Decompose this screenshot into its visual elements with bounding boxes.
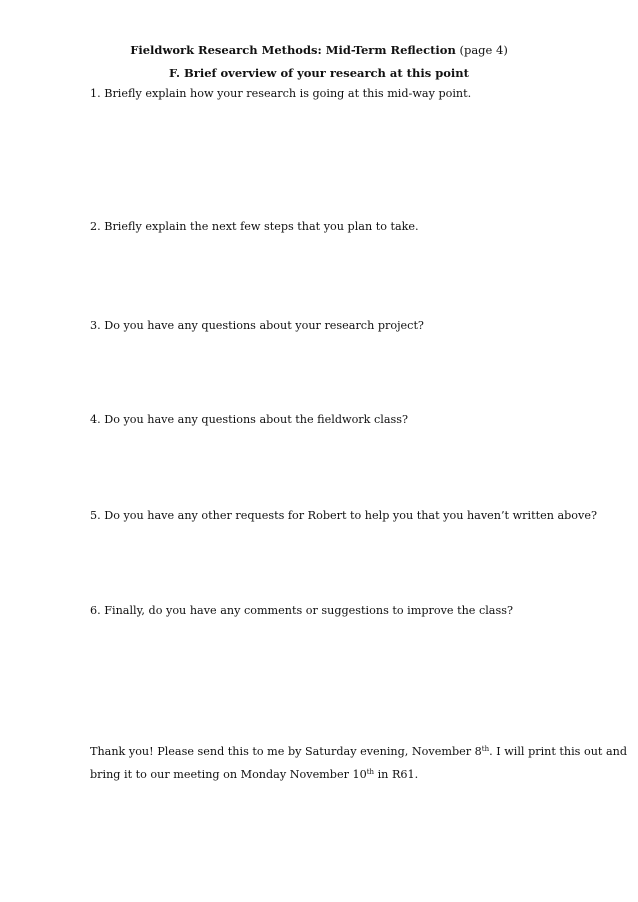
closing-line-2-text: bring it to our meeting on Monday November 10 xyxy=(90,768,367,781)
question-5: 5. Do you have any other requests for Robert to help you that you haven’t written above? xyxy=(90,509,597,522)
ordinal-suffix: th xyxy=(366,768,375,776)
question-2: 2. Briefly explain the next few steps that you plan to take. xyxy=(90,220,419,233)
document-title-text: Fieldwork Research Methods: Mid-Term Reflection xyxy=(130,43,456,57)
question-3: 3. Do you have any questions about your research project? xyxy=(90,319,424,332)
closing-line-2-end: in R61. xyxy=(374,768,419,781)
ordinal-suffix: th xyxy=(481,745,490,753)
question-1: 1. Briefly explain how your research is going at this mid-way point. xyxy=(90,87,472,100)
page-number: (page 4) xyxy=(459,43,508,57)
closing-line-1-end: . I will print this out and xyxy=(489,745,628,758)
closing-line-1-text: Thank you! Please send this to me by Saturday evening, November 8 xyxy=(90,745,482,758)
closing-line-2 xyxy=(90,763,570,786)
closing-note xyxy=(90,740,628,786)
section-heading: F. Brief overview of your research at this point xyxy=(169,66,469,80)
closing-line-1 xyxy=(90,740,628,763)
document-title xyxy=(0,42,638,58)
question-4: 4. Do you have any questions about the fieldwork class? xyxy=(90,413,408,426)
question-6: 6. Finally, do you have any comments or suggestions to improve the class? xyxy=(90,604,513,617)
